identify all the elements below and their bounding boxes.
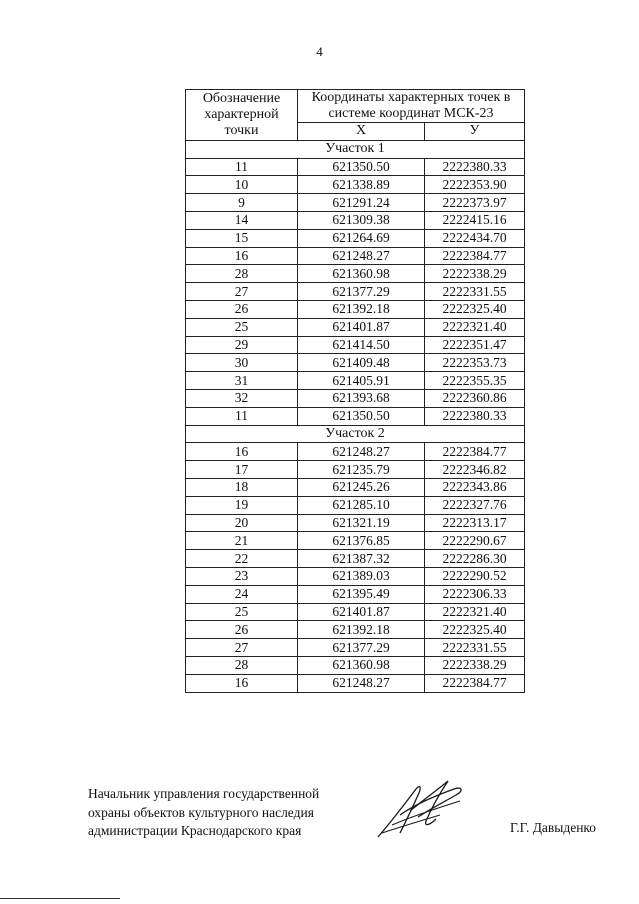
- cell-x: 621338.89: [298, 176, 425, 194]
- cell-point: 18: [186, 478, 298, 496]
- cell-point: 32: [186, 389, 298, 407]
- signer-position-line: администрации Краснодарского края: [88, 823, 302, 838]
- table-row: [186, 496, 525, 514]
- cell-point: 21: [186, 532, 298, 550]
- cell-point: 16: [186, 247, 298, 265]
- cell-x: 621409.48: [298, 354, 425, 372]
- header-point: Обозначение характерной точки: [186, 90, 298, 141]
- signer-position-line: охраны объектов культурного наследия: [88, 804, 314, 820]
- cell-y: 2222351.47: [425, 336, 525, 354]
- cell-y: 2222355.35: [425, 372, 525, 390]
- cell-y: 2222353.90: [425, 176, 525, 194]
- cell-y: 2222338.29: [425, 656, 525, 674]
- cell-point: 11: [186, 407, 298, 425]
- cell-y: 2222325.40: [425, 621, 525, 639]
- cell-x: 621387.32: [298, 550, 425, 568]
- table-row: [186, 354, 525, 372]
- cell-x: 621392.18: [298, 300, 425, 318]
- cell-x: 621350.50: [298, 158, 425, 176]
- header-y: У: [425, 123, 525, 141]
- cell-x: 621291.24: [298, 194, 425, 212]
- cell-x: 621321.19: [298, 514, 425, 532]
- cell-y: 2222331.55: [425, 639, 525, 657]
- cell-x: 621309.38: [298, 211, 425, 229]
- cell-y: 2222343.86: [425, 478, 525, 496]
- cell-point: 16: [186, 443, 298, 461]
- table-row: [186, 283, 525, 301]
- section-row: [186, 425, 525, 443]
- table-row: [186, 300, 525, 318]
- table-body: [186, 140, 525, 692]
- table-row: [186, 550, 525, 568]
- section-title: Участок 2: [186, 425, 525, 443]
- table-row: [186, 247, 525, 265]
- cell-y: 2222313.17: [425, 514, 525, 532]
- cell-point: 11: [186, 158, 298, 176]
- cell-point: 20: [186, 514, 298, 532]
- coordinates-table: [185, 89, 525, 693]
- cell-x: 621395.49: [298, 585, 425, 603]
- cell-y: 2222353.73: [425, 354, 525, 372]
- cell-point: 15: [186, 229, 298, 247]
- cell-point: 27: [186, 639, 298, 657]
- cell-y: 2222360.86: [425, 389, 525, 407]
- table-row: [186, 336, 525, 354]
- cell-x: 621393.68: [298, 389, 425, 407]
- cell-y: 2222384.77: [425, 247, 525, 265]
- table-row: [186, 176, 525, 194]
- cell-x: 621376.85: [298, 532, 425, 550]
- cell-y: 2222290.67: [425, 532, 525, 550]
- cell-x: 621405.91: [298, 372, 425, 390]
- cell-x: 621389.03: [298, 567, 425, 585]
- table-header: [186, 90, 525, 141]
- cell-y: 2222380.33: [425, 158, 525, 176]
- table-row: [186, 194, 525, 212]
- cell-point: 25: [186, 318, 298, 336]
- cell-x: 621392.18: [298, 621, 425, 639]
- cell-x: 621248.27: [298, 674, 425, 692]
- table-row: [186, 532, 525, 550]
- cell-point: 27: [186, 283, 298, 301]
- table-row: [186, 656, 525, 674]
- cell-x: 621235.79: [298, 461, 425, 479]
- table-row: [186, 372, 525, 390]
- table-row: [186, 478, 525, 496]
- table-row: [186, 158, 525, 176]
- cell-point: 29: [186, 336, 298, 354]
- table-row: [186, 639, 525, 657]
- cell-point: 31: [186, 372, 298, 390]
- cell-point: 17: [186, 461, 298, 479]
- cell-x: 621245.26: [298, 478, 425, 496]
- cell-y: 2222327.76: [425, 496, 525, 514]
- signer-position-line: Начальник управления государственной: [88, 786, 320, 801]
- cell-point: 28: [186, 656, 298, 674]
- table-row: [186, 514, 525, 532]
- signer-name: Г.Г. Давыденко: [510, 820, 597, 835]
- table-row: [186, 407, 525, 425]
- cell-y: 2222321.40: [425, 318, 525, 336]
- handwritten-signature-icon: [370, 775, 470, 845]
- cell-y: 2222380.33: [425, 407, 525, 425]
- cell-point: 22: [186, 550, 298, 568]
- cell-point: 24: [186, 585, 298, 603]
- section-title: Участок 1: [186, 140, 525, 158]
- cell-point: 10: [186, 176, 298, 194]
- cell-x: 621360.98: [298, 265, 425, 283]
- table-row: [186, 621, 525, 639]
- cell-x: 621285.10: [298, 496, 425, 514]
- cell-y: 2222338.29: [425, 265, 525, 283]
- cell-y: 2222415.16: [425, 211, 525, 229]
- cell-point: 14: [186, 211, 298, 229]
- cell-x: 621264.69: [298, 229, 425, 247]
- cell-y: 2222434.70: [425, 229, 525, 247]
- table-row: [186, 585, 525, 603]
- cell-y: 2222321.40: [425, 603, 525, 621]
- cell-point: 28: [186, 265, 298, 283]
- cell-x: 621414.50: [298, 336, 425, 354]
- cell-y: 2222346.82: [425, 461, 525, 479]
- cell-point: 23: [186, 567, 298, 585]
- cell-point: 30: [186, 354, 298, 372]
- table-row: [186, 567, 525, 585]
- table-row: [186, 461, 525, 479]
- table-row: [186, 211, 525, 229]
- cell-point: 16: [186, 674, 298, 692]
- cell-x: 621377.29: [298, 639, 425, 657]
- table-row: [186, 674, 525, 692]
- cell-x: 621350.50: [298, 407, 425, 425]
- cell-y: 2222331.55: [425, 283, 525, 301]
- cell-point: 9: [186, 194, 298, 212]
- cell-x: 621248.27: [298, 247, 425, 265]
- table-row: [186, 603, 525, 621]
- cell-x: 621360.98: [298, 656, 425, 674]
- cell-x: 621248.27: [298, 443, 425, 461]
- footer-rule: [0, 898, 120, 899]
- table-row: [186, 265, 525, 283]
- cell-x: 621401.87: [298, 603, 425, 621]
- cell-x: 621401.87: [298, 318, 425, 336]
- cell-y: 2222384.77: [425, 443, 525, 461]
- cell-y: 2222373.97: [425, 194, 525, 212]
- table-row: [186, 318, 525, 336]
- table-row: [186, 229, 525, 247]
- cell-y: 2222286.30: [425, 550, 525, 568]
- cell-y: 2222290.52: [425, 567, 525, 585]
- header-x: X: [298, 123, 425, 141]
- cell-point: 26: [186, 300, 298, 318]
- cell-x: 621377.29: [298, 283, 425, 301]
- cell-y: 2222306.33: [425, 585, 525, 603]
- table-row: [186, 389, 525, 407]
- page-number: 4: [316, 44, 323, 59]
- signer-position: [88, 785, 319, 841]
- cell-y: 2222325.40: [425, 300, 525, 318]
- cell-y: 2222384.77: [425, 674, 525, 692]
- cell-point: 19: [186, 496, 298, 514]
- header-coords: Координаты характерных точек в системе координат МСК-23: [298, 90, 525, 123]
- cell-point: 26: [186, 621, 298, 639]
- cell-point: 25: [186, 603, 298, 621]
- section-row: [186, 140, 525, 158]
- table-row: [186, 443, 525, 461]
